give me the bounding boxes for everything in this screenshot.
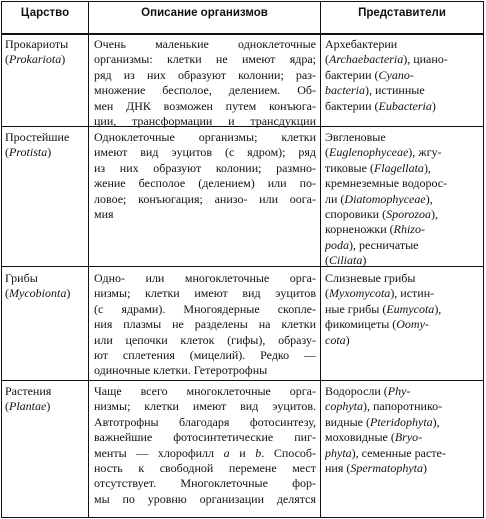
kingdom-cell-mycobionta <box>5 271 87 302</box>
row-divider <box>2 380 483 381</box>
kingdom-cell-protista <box>5 130 87 161</box>
text-line: (Plantae) <box>5 399 51 414</box>
text-line: (Euglenophyceae), жгу- <box>325 145 442 160</box>
text-line: (Protista) <box>5 145 52 160</box>
text-line: Грибы <box>5 271 38 285</box>
text-line: Прокариоты <box>5 37 69 51</box>
text-line: корненожки (Rhizo- <box>325 222 425 237</box>
text-line: важнейшие фотосинтетические пиг- <box>94 430 316 445</box>
text-line: Простейшие <box>5 130 70 144</box>
text-line: phyta), семенные расте- <box>325 445 446 460</box>
text-line: (Ciliata) <box>325 253 367 268</box>
organisms-table <box>1 1 484 518</box>
text-line: Одноклеточные организмы; клетки <box>94 130 316 144</box>
kingdom-cell-plantae <box>5 384 87 415</box>
text-line: бактерии (Eubacteria) <box>325 98 436 113</box>
description-cell-protista <box>94 130 316 222</box>
text-line: Чаще всего многоклеточные орга- <box>94 384 316 398</box>
text-line: низмы; клетки имеют вид эуцитов. <box>94 399 316 414</box>
text-line: (Prokariota) <box>5 52 66 67</box>
text-line: ния (Spermatophyta) <box>325 461 428 476</box>
description-cell-plantae <box>94 384 316 507</box>
header-representatives: Представители <box>358 7 446 19</box>
text-line: ции, трансформации и трансдукции <box>94 114 316 129</box>
text-line: множение бесполое, делением. Об- <box>94 83 316 98</box>
representatives-cell-prokariota <box>325 37 481 114</box>
header-kingdom: Царство <box>20 7 70 19</box>
text-line: менты — хлорофилл a и b. Способ- <box>94 445 317 460</box>
text-line: низмы; клетки имеют вид эуцитов <box>94 286 316 301</box>
text-line: ния плазмы не разделены на клетки <box>94 317 316 332</box>
text-line: ность к свободной перемене мест <box>94 461 316 476</box>
text-line: ют сплетения (мицелий). Редко — <box>94 348 316 363</box>
text-line: Водоросли (Phy- <box>325 384 411 398</box>
column-divider <box>88 2 89 517</box>
text-line: cophyta), папоротнико- <box>325 399 443 414</box>
description-cell-prokariota <box>94 37 316 129</box>
text-line: мия <box>94 207 114 222</box>
text-line: (Archaebacteria), циано- <box>325 52 448 67</box>
representatives-cell-protista <box>325 130 481 269</box>
text-line: ряд из них образуют колонии; раз- <box>94 67 316 82</box>
header-divider <box>2 33 483 35</box>
text-line: из них образуют колонии; размно- <box>94 160 316 175</box>
text-line: мен ДНК возможен путем конъюга- <box>94 98 316 113</box>
text-line: ловое; конъюгация; анизо- или оога- <box>94 191 316 206</box>
text-line: тиковые (Flagellata), <box>325 160 431 175</box>
text-line: (с ядрами). Многоядерные скопле- <box>94 301 316 316</box>
text-line: (Mycobionta) <box>5 286 71 301</box>
text-line: отсутствует. Многоклеточные фор- <box>94 476 316 491</box>
text-line: Слизневые грибы <box>325 271 416 285</box>
text-line: bacteria), истинные <box>325 83 425 98</box>
text-line: или цепочки клеток (гифы), образу- <box>94 332 316 347</box>
text-line: имеют вид эуцитов (с ядром); ряд <box>94 145 316 160</box>
text-line: Растения <box>5 384 52 398</box>
text-line: видные (Pteridophyta), <box>325 414 440 429</box>
text-line: жение бесполое (делением) или по- <box>94 176 316 191</box>
text-line: фикомицеты (Oomy- <box>325 317 429 332</box>
text-line: cota) <box>325 332 350 347</box>
text-line: Архебактерии <box>325 37 398 51</box>
text-line: Автотрофны благодаря фотосинтезу, <box>94 414 316 429</box>
text-line: кремнеземные водорос- <box>325 176 448 191</box>
text-line: мы по уровню организации делятся <box>94 491 316 506</box>
text-line: одиночные клетки. Гетеротрофны <box>94 363 268 378</box>
text-line: ные грибы (Eumycota), <box>325 301 442 316</box>
text-line: бактерии (Cyano- <box>325 67 414 82</box>
representatives-cell-plantae <box>325 384 481 476</box>
text-line: споровики (Sporozoa), <box>325 207 438 222</box>
column-divider <box>320 2 321 517</box>
representatives-cell-mycobionta <box>325 271 481 348</box>
kingdom-cell-prokariota <box>5 37 87 68</box>
text-line: Одно- или многоклеточные орга- <box>94 271 316 285</box>
text-line: Эвгленовые <box>325 130 386 144</box>
text-line: Очень маленькие одноклеточные <box>94 37 316 51</box>
text-line: организмы: клетки не имеют ядра; <box>94 52 316 67</box>
description-cell-mycobionta <box>94 271 316 379</box>
text-line: моховидные (Bryo- <box>325 430 423 445</box>
text-line: ли (Diatomophyceae), <box>325 191 433 206</box>
text-line: (Myxomycota), истин- <box>325 286 435 301</box>
text-line: poda), ресничатые <box>325 237 419 252</box>
header-description: Описание организмов <box>141 7 268 19</box>
